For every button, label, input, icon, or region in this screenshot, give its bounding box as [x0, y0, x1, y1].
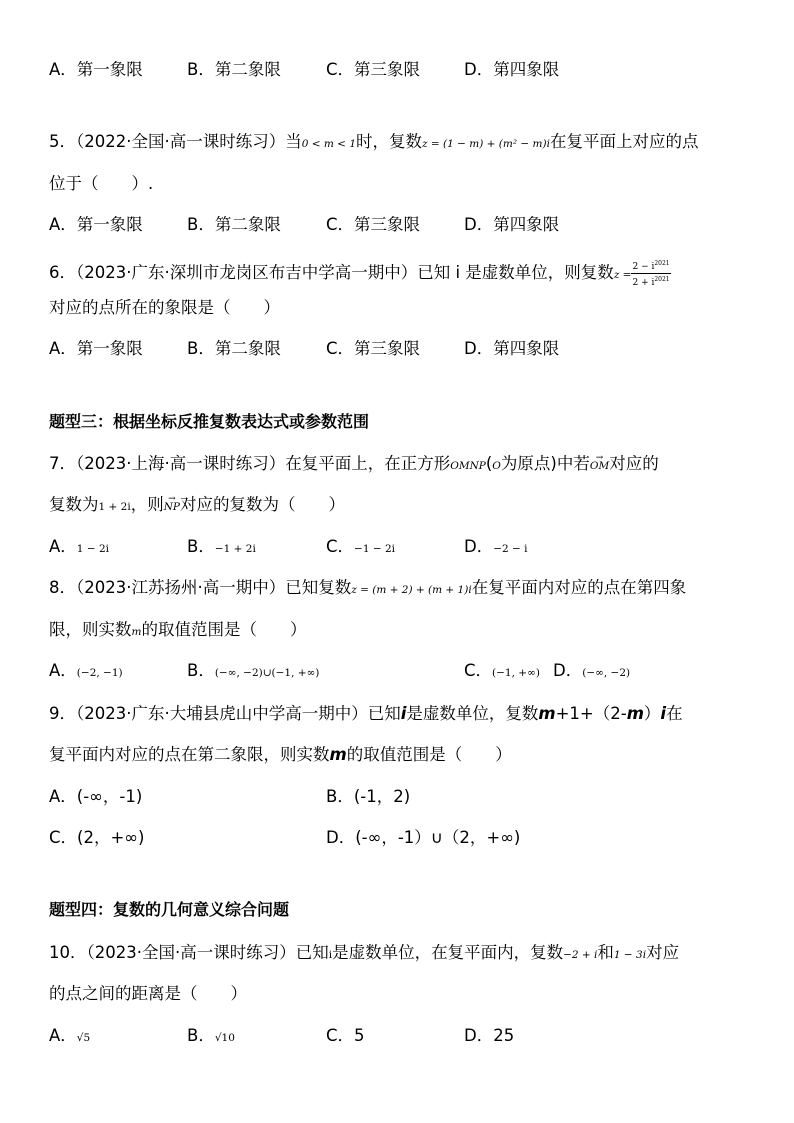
q7-option-d: D．−2 − i: [464, 537, 528, 556]
q6-option-a: A．第一象限: [49, 339, 143, 358]
q5-stem-line2: 位于（ ）.: [49, 174, 154, 193]
q10-stem-line2: 的点之间的距离是（ ）: [49, 984, 247, 1003]
q9-option-b: B．(-1，2): [326, 787, 411, 806]
q8-option-b: B．(−∞, −2)∪(−1, +∞): [187, 661, 320, 680]
section-heading-4: 题型四：复数的几何意义综合问题: [49, 900, 290, 919]
q5-option-a: A．第一象限: [49, 215, 143, 234]
q6-stem-line1: 6．（2023·广东·深圳市龙岗区布吉中学高一期中）已知 i 是虚数单位，则复数z = $\frac{2 - i^{2021}}{2 + i^{2021}}$: [49, 260, 670, 288]
q10-option-d: D．25: [464, 1026, 515, 1045]
q7-option-b: B．−1 + 2i: [187, 537, 256, 556]
q9-option-d: D．(-∞，-1）∪（2，+∞): [326, 828, 521, 847]
q9-option-a: A．(-∞，-1): [49, 787, 143, 806]
q5-option-d: D．第四象限: [464, 215, 560, 234]
q5-stem-line1: 5．（2022·全国·高一课时练习）当0 < m < 1时，复数z = (1 − m) + (m² − m)i在复平面上对应的点: [49, 132, 699, 151]
vector-om: → OM: [590, 456, 609, 476]
option-a: A．第一象限: [49, 60, 143, 79]
option-b: B．第二象限: [187, 60, 281, 79]
q8-stem-line2: 限，则实数m的取值范围是（ ）: [49, 620, 307, 639]
q5-option-b: B．第二象限: [187, 215, 281, 234]
vector-np: → NP: [164, 497, 180, 517]
q6-option-b: B．第二象限: [187, 339, 281, 358]
q7-option-a: A．1 − 2i: [49, 537, 109, 556]
q6-fraction: $\frac{2 - i^{2021}}{2 + i^{2021}}$: [632, 260, 670, 288]
q8-option-d: D．(−∞, −2): [553, 661, 631, 680]
q6-stem-line2: 对应的点所在的象限是（ ）: [49, 298, 280, 317]
q10-option-a: A．√5: [49, 1026, 91, 1045]
q10-option-c: C．5: [326, 1026, 365, 1045]
q6-option-c: C．第三象限: [326, 339, 421, 358]
q9-stem-line2: 复平面内对应的点在第二象限，则实数m的取值范围是（ ）: [49, 745, 512, 764]
q9-stem-line1: 9．（2023·广东·大埔县虎山中学高一期中）已知i是虚数单位，复数m+1+（2-m）i在: [49, 704, 683, 723]
q7-stem-line1: 7．（2023·上海·高一课时练习）在复平面上，在正方形OMNP(O为原点)中若→ OM对应的: [49, 454, 659, 476]
q5-option-c: C．第三象限: [326, 215, 421, 234]
q8-option-a: A．(−2, −1): [49, 661, 123, 680]
q8-option-c: C．(−1, +∞): [464, 661, 540, 680]
q8-stem-line1: 8．（2023·江苏扬州·高一期中）已知复数z = (m + 2) + (m + 1)i在复平面内对应的点在第四象: [49, 578, 687, 597]
q6-option-d: D．第四象限: [464, 339, 560, 358]
q10-stem-line1: 10．（2023·全国·高一课时练习）已知i是虚数单位，在复平面内，复数−2 + i和1 − 3i对应: [49, 943, 680, 962]
section-heading-3: 题型三：根据坐标反推复数表达式或参数范围: [49, 412, 370, 431]
q10-option-b: B．√10: [187, 1026, 235, 1045]
option-d: D．第四象限: [464, 60, 560, 79]
q7-option-c: C．−1 − 2i: [326, 537, 396, 556]
q9-option-c: C．(2，+∞): [49, 828, 145, 847]
option-c: C．第三象限: [326, 60, 421, 79]
q7-stem-line2: 复数为1 + 2i，则→ NP对应的复数为（ ）: [49, 495, 345, 517]
